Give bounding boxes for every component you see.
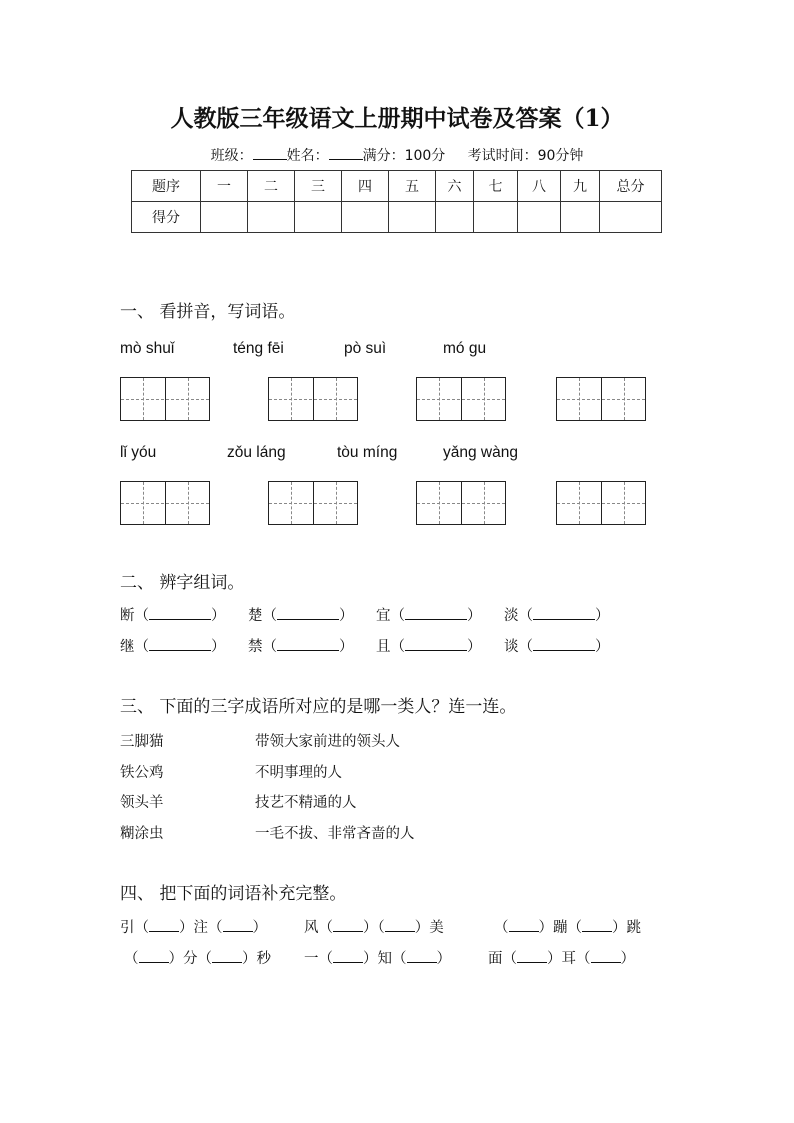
- fill-blank[interactable]: [212, 948, 242, 963]
- fill-blank[interactable]: [385, 917, 415, 932]
- word-item: 淡（ ）: [504, 604, 610, 625]
- score-cell[interactable]: [248, 202, 295, 233]
- fill-blank[interactable]: [277, 636, 339, 651]
- score-header: 总分: [600, 171, 662, 202]
- word-item: 继（ ）: [120, 635, 226, 656]
- fill-blank[interactable]: [139, 948, 169, 963]
- word-item: 且（ ）: [376, 635, 482, 656]
- section-3-title: 三、 下面的三字成语所对应的是哪一类人？连一连。: [120, 697, 517, 717]
- score-cell[interactable]: [342, 202, 389, 233]
- fill-blank[interactable]: [509, 917, 539, 932]
- writing-grid[interactable]: [268, 377, 358, 421]
- idiom-left[interactable]: 领头羊: [120, 795, 164, 811]
- idiom-completion: 面（ ）耳（ ）: [488, 947, 635, 968]
- word-item: 宜（ ）: [376, 604, 482, 625]
- writing-grid[interactable]: [556, 377, 646, 421]
- fill-blank[interactable]: [149, 605, 211, 620]
- fill-blank[interactable]: [405, 605, 467, 620]
- fill-blank[interactable]: [223, 917, 253, 932]
- fill-blank[interactable]: [517, 948, 547, 963]
- score-table-score-row: [132, 202, 662, 233]
- word-item: 禁（ ）: [248, 635, 354, 656]
- idiom-completion: （ ）蹦（ ）跳: [494, 916, 641, 937]
- score-header: 三: [295, 171, 342, 202]
- writing-grid[interactable]: [120, 481, 210, 525]
- idiom-completion: 风（ ）（ ）美: [304, 916, 444, 937]
- word-item: 楚（ ）: [248, 604, 354, 625]
- idiom-left[interactable]: 铁公鸡: [120, 765, 164, 781]
- idiom-right[interactable]: 不明事理的人: [255, 765, 342, 781]
- score-table-header-row: [132, 171, 662, 202]
- fill-blank[interactable]: [149, 917, 179, 932]
- score-header: 八: [518, 171, 561, 202]
- idiom-completion: 引（ ）注（ ）: [120, 916, 267, 937]
- section-2-title: 二、 辨字组词。: [120, 573, 245, 593]
- score-cell[interactable]: [295, 202, 342, 233]
- section-1-title: 一、 看拼音，写词语。: [120, 302, 296, 322]
- score-table: [131, 170, 662, 233]
- idiom-right[interactable]: 一毛不拔、非常吝啬的人: [255, 826, 415, 842]
- score-header: 七: [474, 171, 518, 202]
- score-header: 一: [201, 171, 248, 202]
- idiom-right[interactable]: 技艺不精通的人: [255, 795, 357, 811]
- pinyin-7: tòu míng: [337, 444, 398, 461]
- idiom-completion: 一（ ）知（ ）: [304, 947, 451, 968]
- exam-time: 考试时间：90分钟: [467, 148, 584, 164]
- score-header: 题序: [132, 171, 201, 202]
- score-cell[interactable]: [474, 202, 518, 233]
- idiom-left[interactable]: 糊涂虫: [120, 826, 164, 842]
- score-cell[interactable]: [201, 202, 248, 233]
- section-4-title: 四、 把下面的词语补充完整。: [120, 884, 347, 904]
- score-header: 五: [389, 171, 436, 202]
- pinyin-2: téng fēi: [233, 340, 284, 357]
- writing-grid[interactable]: [120, 377, 210, 421]
- word-item: 谈（ ）: [504, 635, 610, 656]
- writing-grid[interactable]: [416, 377, 506, 421]
- score-cell[interactable]: [518, 202, 561, 233]
- pinyin-3: pò suì: [344, 340, 387, 357]
- score-cell[interactable]: [389, 202, 436, 233]
- pinyin-8: yǎng wàng: [443, 444, 518, 461]
- score-header: 六: [436, 171, 474, 202]
- idiom-completion: （ ）分（ ）秒: [124, 947, 271, 968]
- score-header: 二: [248, 171, 295, 202]
- fill-blank[interactable]: [407, 948, 437, 963]
- fill-blank[interactable]: [533, 605, 595, 620]
- class-label: 班级：: [210, 148, 253, 164]
- writing-grid[interactable]: [556, 481, 646, 525]
- fill-blank[interactable]: [591, 948, 621, 963]
- pinyin-6: zǒu láng: [227, 444, 286, 461]
- word-item: 断（ ）: [120, 604, 226, 625]
- pinyin-4: mó gu: [443, 340, 487, 357]
- pinyin-1: mò shuǐ: [120, 340, 175, 357]
- fill-blank[interactable]: [405, 636, 467, 651]
- fill-blank[interactable]: [149, 636, 211, 651]
- fill-blank[interactable]: [333, 948, 363, 963]
- idiom-left[interactable]: 三脚猫: [120, 734, 164, 750]
- full-score: 满分：100分: [362, 148, 446, 164]
- score-cell[interactable]: [600, 202, 662, 233]
- fill-blank[interactable]: [533, 636, 595, 651]
- score-cell[interactable]: [561, 202, 600, 233]
- idiom-right[interactable]: 带领大家前进的领头人: [255, 734, 400, 750]
- name-label: 姓名：: [286, 148, 329, 164]
- pinyin-5: lǐ yóu: [120, 444, 157, 461]
- fill-blank[interactable]: [582, 917, 612, 932]
- class-blank[interactable]: [253, 147, 287, 160]
- page-title: 人教版三年级语文上册期中试卷及答案（1）: [170, 105, 624, 132]
- fill-blank[interactable]: [333, 917, 363, 932]
- score-header: 四: [342, 171, 389, 202]
- writing-grid[interactable]: [416, 481, 506, 525]
- name-blank[interactable]: [329, 147, 363, 160]
- writing-grid[interactable]: [268, 481, 358, 525]
- score-cell[interactable]: [436, 202, 474, 233]
- score-header: 九: [561, 171, 600, 202]
- exam-meta: [0, 145, 794, 165]
- fill-blank[interactable]: [277, 605, 339, 620]
- score-row-label: 得分: [132, 202, 201, 233]
